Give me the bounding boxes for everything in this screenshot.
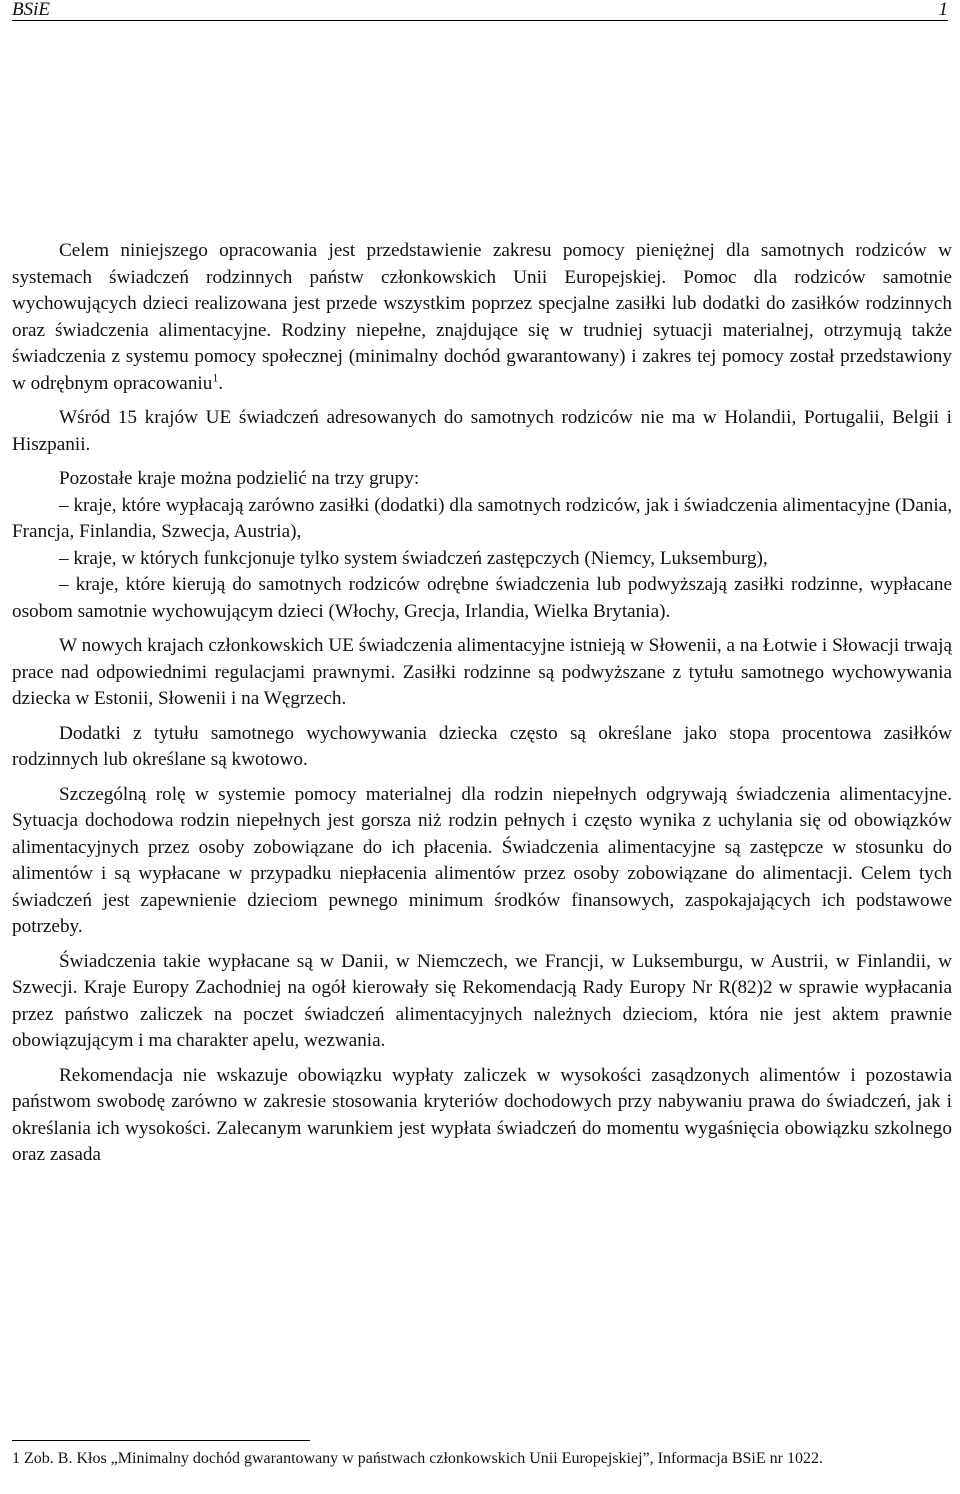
paragraph-new-members: W nowych krajach członkowskich UE świadczenia alimentacyjne istnieją w Słowenii, a na Łotwie i Słowacji trwają prace nad odpowiednimi regulacjami prawnymi. Zasiłki rodzinne są podwyższane z tytułu samotnego wychowywania dziecka w Estonii, Słowenii i na Węgrzech. bbox=[12, 635, 952, 709]
list-item: – kraje, w których funkcjonuje tylko system świadczeń zastępczych (Niemcy, Luksemburg), bbox=[59, 547, 768, 569]
list-item: – kraje, które kierują do samotnych rodziców odrębne świadczenia lub podwyższają zasiłki rodzinne, wypłacane osobom samotnie wychowującym dzieci (Włochy, Grecja, Irlandia, Wielka Brytania). bbox=[12, 574, 952, 622]
header-page-number: 1 bbox=[938, 0, 948, 20]
paragraph-supplements: Dodatki z tytułu samotnego wychowywania dziecka często są określane jako stopa procentowa zasiłków rodzinnych lub określane są kwotowo. bbox=[12, 722, 952, 770]
paragraph-recommendation: Rekomendacja nie wskazuje obowiązku wypłaty zaliczek w wysokości zasądzonych alimentów i pozostawia państwom swobodę zarówno w zakresie stosowania kryteriów dochodowych przy nabywaniu prawa do świadczeń, jak i określania ich wysokości. Zalecanym warunkiem jest wypłata świadczeń do momentu wygaśnięcia obowiązku szkolnego oraz zasada bbox=[12, 1064, 952, 1165]
document-body bbox=[12, 238, 952, 1177]
footnote-reference: 1 bbox=[212, 370, 219, 385]
paragraph-countries-without: Wśród 15 krajów UE świadczeń adresowanych do samotnych rodziców nie ma w Holandii, Portugalii, Belgii i Hiszpanii. bbox=[12, 407, 952, 455]
header-publisher: BSiE bbox=[12, 0, 50, 20]
paragraph-intro: Celem niniejszego opracowania jest przedstawienie zakresu pomocy pieniężnej dla samotnych rodziców w systemach świadczeń rodzinnych państw członkowskich Unii Europejskiej. Pomoc dla rodziców samotnie wychowujących dzieci realizowana jest przede wszystkim poprzez specjalne zasiłki lub dodatki do zasiłków rodzinnych oraz świadczenia alimentacyjne. Rodziny niepełne, znajdujące się w trudniej sytuacji materialnej, otrzymują także świadczenia z systemu pomocy społecznej (minimalny dochód gwarantowany) i zakres tej pomocy został przedstawiony w odrębnym opracowaniu$^1$. bbox=[12, 240, 952, 394]
page-header bbox=[12, 0, 948, 21]
paragraph-countries-paying: Świadczenia takie wypłacane są w Danii, w Niemczech, we Francji, w Luksemburgu, w Austrii, w Finlandii, w Szwecji. Kraje Europy Zachodniej na ogół kierowały się Rekomendacją Rady Europy Nr R(82)2 w sprawie wypłacania przez państwo zaliczek na poczet świadczeń alimentacyjnych należnych dzieciom, która nie jest aktem prawnie obowiązującym i ma charakter apelu, wezwania. bbox=[12, 950, 952, 1051]
footnote: 1 Zob. B. Kłos „Minimalny dochód gwarantowany w państwach członkowskich Unii Europejskiej”, Informacja BSiE nr 1022. bbox=[12, 1450, 823, 1467]
paragraph-groups-intro: Pozostałe kraje można podzielić na trzy grupy: bbox=[59, 468, 420, 489]
paragraph-alimony-role: Szczególną rolę w systemie pomocy materialnej dla rodzin niepełnych odgrywają świadczenia alimentacyjne. Sytuacja dochodowa rodzin niepełnych jest gorsza niż rodzin pełnych i często wynika z uchylania się od obowiązków alimentacyjnych przez osoby zobowiązane do ich płacenia. Świadczenia alimentacyjne są zastępcze w stosunku do alimentów i są wypłacane w przypadku niepłacenia alimentów przez osoby zobowiązane do alimentacji. Celem tych świadczeń jest zapewnienie dzieciom pewnego minimum środków finansowych, zaspokajających ich podstawowe potrzeby. bbox=[12, 783, 952, 937]
paragraph-intro-text: Celem niniejszego opracowania jest przedstawienie zakresu pomocy pieniężnej dla samotnych rodziców w systemach świadczeń rodzinnych państw członkowskich Unii Europejskiej. Pomoc dla rodziców samotnie wychowujących dzieci realizowana jest przede wszystkim poprzez specjalne zasiłki lub dodatki do zasiłków rodzinnych oraz świadczenia alimentacyjne. Rodziny niepełne, znajdujące się w trudniej sytuacji materialnej, otrzymują także świadczenia z systemu pomocy społecznej (minimalny dochód gwarantowany) i zakres tej pomocy został przedstawiony w odrębnym opracowaniu bbox=[12, 240, 952, 394]
footnote-divider bbox=[12, 1440, 310, 1441]
list-item: – kraje, które wypłacają zarówno zasiłki (dodatki) dla samotnych rodziców, jak i świadczenia alimentacyjne (Dania, Francja, Finlandia, Szwecja, Austria), bbox=[12, 494, 952, 542]
